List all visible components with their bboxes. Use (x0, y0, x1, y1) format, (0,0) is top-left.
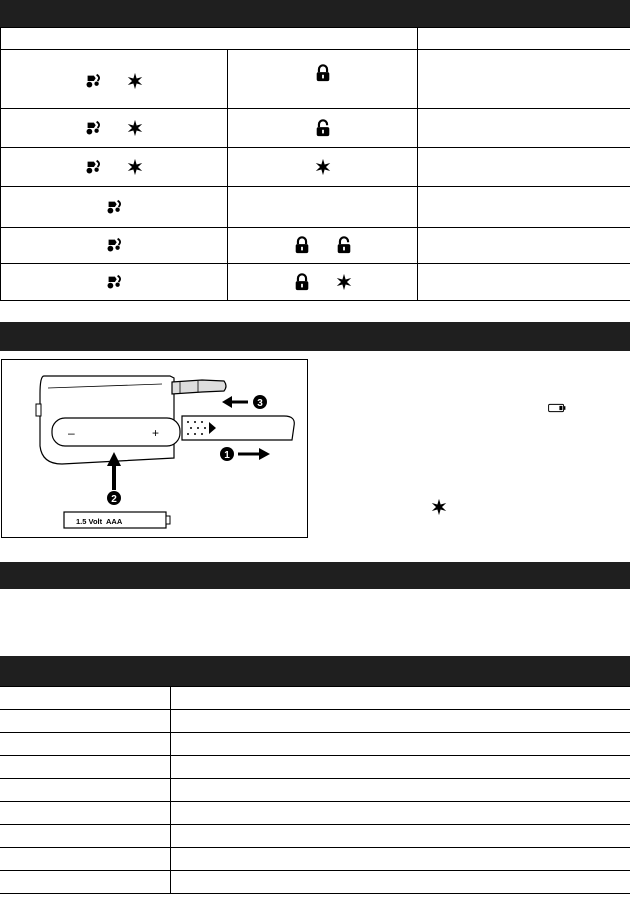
spec-key-cell (0, 756, 170, 779)
spec-key-cell (0, 779, 170, 802)
row-1-middle-cell (228, 50, 418, 109)
section-header-bar-1 (0, 0, 630, 27)
row-6-left-cell (1, 264, 228, 301)
row-1-result-cell (418, 50, 630, 109)
spec-value-cell (170, 687, 630, 710)
aaa-battery (64, 512, 170, 528)
row-3-result-cell (418, 148, 630, 187)
spec-key-cell (0, 710, 170, 733)
spec-key-cell (0, 733, 170, 756)
lock-closed-icon (293, 273, 311, 291)
spec-value-cell (170, 710, 630, 733)
star-icon (126, 158, 144, 176)
battery-plus-sign: + (152, 426, 160, 440)
car-remote-icon (84, 72, 102, 90)
table-row (1, 187, 630, 228)
car-remote-icon (105, 198, 123, 216)
row-3-left-cell (1, 148, 228, 187)
table-row (0, 848, 630, 871)
spec-key-cell (0, 687, 170, 710)
header-cell-action (1, 28, 418, 50)
row-3-middle-cell (228, 148, 418, 187)
battery-cover (182, 416, 294, 440)
lock-closed-icon (293, 236, 311, 254)
battery-slot (52, 418, 180, 446)
table-row (1, 228, 630, 264)
battery-minus-sign: – (68, 426, 75, 440)
table-row (0, 779, 630, 802)
function-table (0, 27, 630, 301)
spec-key-cell (0, 848, 170, 871)
spec-value-cell (170, 779, 630, 802)
star-icon (126, 119, 144, 137)
spec-key-cell (0, 825, 170, 848)
row-6-middle-cell (228, 264, 418, 301)
row-4-left-cell (1, 187, 228, 228)
row-2-left-cell (1, 109, 228, 148)
table-row (0, 710, 630, 733)
section-header-bar-2 (0, 322, 630, 351)
spec-value-cell (170, 756, 630, 779)
row-4-result-cell (418, 187, 630, 228)
spec-value-cell (170, 825, 630, 848)
lock-open-icon (314, 119, 332, 137)
spec-value-cell (170, 802, 630, 825)
step-2-number: 2 (111, 494, 117, 505)
spec-table (0, 686, 630, 894)
table-row (1, 109, 630, 148)
star-icon (430, 498, 446, 514)
row-1-left-cell (1, 50, 228, 109)
row-2-result-cell (418, 109, 630, 148)
battery-label: 1.5 Volt AAA (76, 517, 123, 526)
table-row (0, 756, 630, 779)
car-remote-icon (105, 236, 123, 254)
table-row (0, 733, 630, 756)
car-remote-icon (84, 158, 102, 176)
header-cell-result (418, 28, 630, 50)
table-row (0, 687, 630, 710)
table-row (1, 148, 630, 187)
step-3-arrow (222, 395, 267, 409)
row-4-middle-cell (228, 187, 418, 228)
table-row (0, 825, 630, 848)
function-table-header (1, 28, 630, 50)
lock-closed-icon (314, 64, 332, 82)
star-icon (335, 273, 353, 291)
section-header-bar-3 (0, 562, 630, 589)
car-remote-icon (84, 119, 102, 137)
row-5-middle-cell (228, 228, 418, 264)
battery-low-icon (548, 399, 578, 415)
spec-key-cell (0, 802, 170, 825)
row-5-left-cell (1, 228, 228, 264)
star-icon (314, 158, 332, 176)
spec-value-cell (170, 848, 630, 871)
table-row (0, 802, 630, 825)
table-row (0, 871, 630, 894)
car-remote-icon (105, 273, 123, 291)
battery-replacement-diagram (1, 359, 308, 538)
remote-antenna (172, 380, 226, 394)
spec-value-cell (170, 733, 630, 756)
spec-table-header-bar (0, 656, 630, 686)
lock-open-icon (335, 236, 353, 254)
step-1-arrow (220, 447, 270, 461)
star-icon (126, 72, 144, 90)
table-row (1, 264, 630, 301)
step-3-number: 3 (257, 398, 263, 409)
row-5-result-cell (418, 228, 630, 264)
row-6-result-cell (418, 264, 630, 301)
row-2-middle-cell (228, 109, 418, 148)
table-row (1, 50, 630, 109)
step-1-number: 1 (224, 450, 230, 461)
spec-key-cell (0, 871, 170, 894)
spec-value-cell (170, 871, 630, 894)
